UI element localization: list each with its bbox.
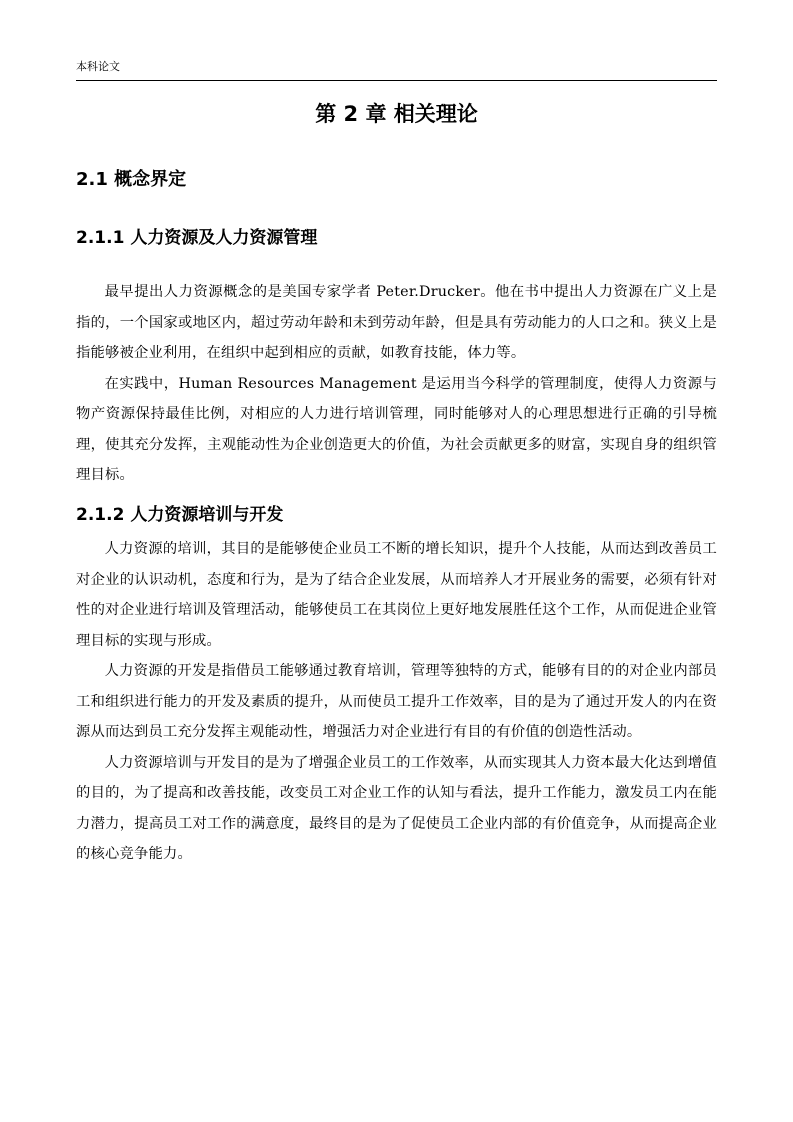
paragraph: 最早提出人力资源概念的是美国专家学者 Peter.Drucker。他在书中提出人力资源在广义上是指的，一个国家或地区内，超过劳动年龄和未到劳动年龄，但是具有劳动能力的人口之和。狭义上是指能够被企业利用，在组织中起到相应的贡献，如教育技能，体力等。 (76, 284, 717, 361)
subsection-heading-hr-management: 2.1.1 人力资源及人力资源管理 (76, 228, 318, 248)
paragraph: 人力资源的培训，其目的是能够使企业员工不断的增长知识，提升个人技能，从而达到改善员工对企业的认识动机，态度和行为，是为了结合企业发展，从而培养人才开展业务的需要，必须有针对性的对企业进行培训及管理活动，能够使员工在其岗位上更好地发展胜任这个工作，从而促进企业管理目标的实现与形成。 (76, 541, 717, 649)
subsection-body-hr-management (76, 277, 717, 491)
paragraph: 人力资源培训与开发目的是为了增强企业员工的工作效率，从而实现其人力资本最大化达到增值的目的，为了提高和改善技能，改变员工对企业工作的认知与看法，提升工作能力，激发员工内在能力潜力，提高员工对工作的满意度，最终目的是为了促使员工企业内部的有价值竞争，从而提高企业的核心竞争能力。 (76, 754, 717, 862)
chapter-title: 第 2 章 相关理论 (315, 102, 478, 126)
subsection-body-training-development (76, 534, 717, 870)
header-rule (76, 80, 717, 81)
subsection-heading-training-development: 2.1.2 人力资源培训与开发 (76, 505, 284, 525)
paragraph: 人力资源的开发是指借员工能够通过教育培训，管理等独特的方式，能够有目的的对企业内部员工和组织进行能力的开发及素质的提升，从而使员工提升工作效率，目的是为了通过开发人的内在资源从而达到员工充分发挥主观能动性，增强活力对企业进行有目的有价值的创造性活动。 (76, 663, 717, 740)
running-header: 本科论文 (76, 60, 120, 73)
section-heading: 2.1 概念界定 (76, 169, 187, 190)
paragraph: 在实践中，Human Resources Management 是运用当今科学的管理制度，使得人力资源与物产资源保持最佳比例，对相应的人力进行培训管理，同时能够对人的心理思想进行正确的引导梳理，使其充分发挥，主观能动性为企业创造更大的价值，为社会贡献更多的财富，实现自身的组织管理目标。 (76, 375, 717, 483)
